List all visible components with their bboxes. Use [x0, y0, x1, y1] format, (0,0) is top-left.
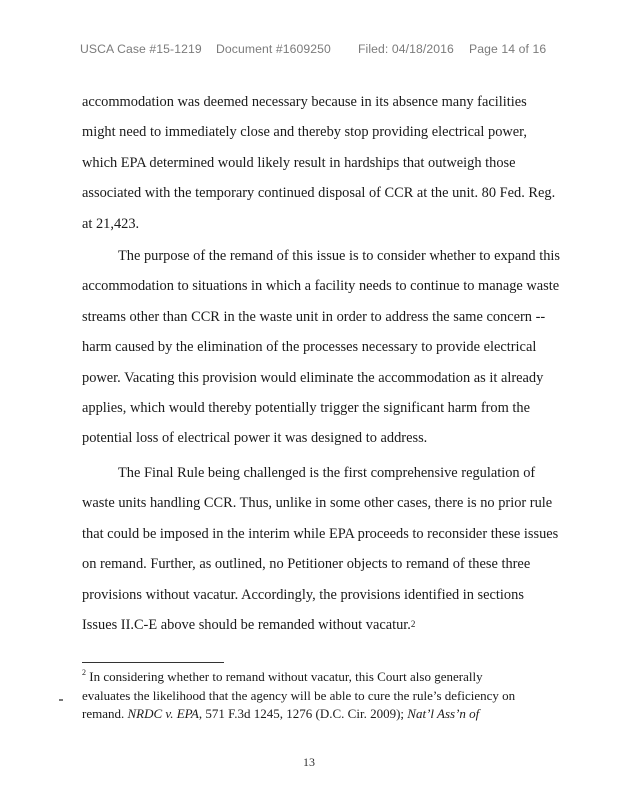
footnote-number: 2 — [82, 667, 86, 677]
case-number: USCA Case #15-1219 — [80, 42, 202, 56]
case-citation: Nat’l Ass’n of — [407, 706, 480, 721]
text-line: potential loss of electrical power it was designed to address. — [82, 430, 428, 447]
margin-mark — [59, 699, 63, 701]
case-citation: NRDC v. EPA — [127, 706, 199, 721]
text-line: power. Vacating this provision would eliminate the accommodation as it already — [82, 369, 544, 386]
paragraph-1 — [82, 87, 556, 239]
text-line: which EPA determined would likely result in hardships that outweigh those — [82, 154, 516, 171]
text-line: waste units handling CCR. Thus, unlike in some other cases, there is no prior rule — [82, 495, 553, 512]
text-line: at 21,423. — [82, 215, 140, 232]
page-number: 13 — [303, 755, 315, 769]
text-line: harm caused by the elimination of the processes necessary to provide electrical — [82, 339, 537, 356]
text-line: applies, which would thereby potentially trigger the significant harm from the — [82, 399, 530, 416]
text-line: might need to immediately close and thereby stop providing electrical power, — [82, 124, 527, 141]
footnote-text: remand. — [82, 706, 128, 721]
footnote-line: evaluates the likelihood that the agency will be able to cure the rule’s deficiency on — [82, 687, 516, 703]
footnote-divider — [82, 662, 224, 663]
text-line: accommodation was deemed necessary because in its absence many facilities — [82, 94, 527, 110]
text-line: The purpose of the remand of this issue is to consider whether to expand this — [118, 248, 561, 264]
paragraph-3 — [82, 458, 559, 640]
footnote-line — [82, 705, 542, 724]
text-segment: Issues II.C-E above should be remanded without vacatur. — [82, 616, 411, 633]
footnote — [82, 668, 542, 724]
document-number: Document #1609250 — [216, 42, 331, 56]
text-line: that could be imposed in the interim while EPA proceeds to reconsider these issues — [82, 525, 559, 542]
text-line: The Final Rule being challenged is the first comprehensive regulation of — [118, 465, 536, 481]
text-line: provisions without vacatur. Accordingly, the provisions identified in sections — [82, 586, 524, 603]
text-line-last — [82, 610, 534, 640]
text-line: associated with the temporary continued disposal of CCR at the unit. 80 Fed. Reg. — [82, 185, 556, 202]
page-count: Page 14 of 16 — [469, 42, 547, 56]
footnote-text: In considering whether to remand without vacatur, this Court also generally — [86, 669, 483, 684]
filed-date: Filed: 04/18/2016 — [358, 42, 454, 56]
footnote-reference[interactable]: 2 — [410, 618, 416, 629]
text-line: accommodation to situations in which a facility needs to continue to manage waste — [82, 278, 560, 295]
footnote-line — [82, 668, 542, 687]
text-line: on remand. Further, as outlined, no Petitioner objects to remand of these three — [82, 556, 531, 573]
footnote-text: , 571 F.3d 1245, 1276 (D.C. Cir. 2009); — [198, 706, 408, 721]
paragraph-2 — [82, 241, 561, 454]
text-line: streams other than CCR in the waste unit in order to address the same concern -- — [82, 308, 546, 325]
